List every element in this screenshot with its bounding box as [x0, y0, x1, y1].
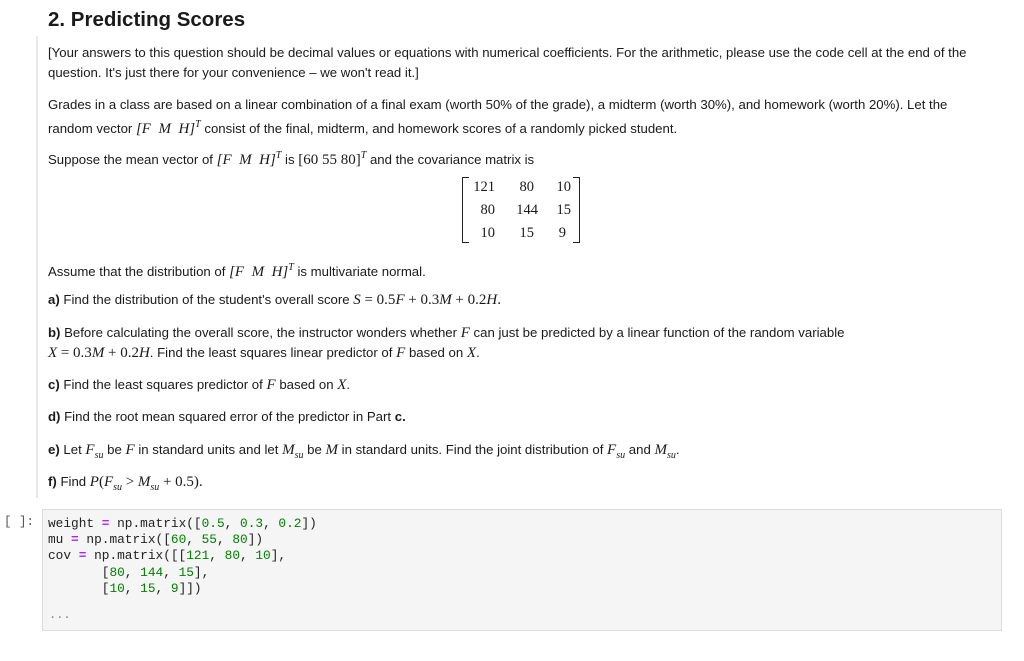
code-editor[interactable]: weight = np.matrix([0.5, 0.3, 0.2]) mu = np.matrix([60, 55, 80]) cov = np.matrix([[121, 80, 10], [80, 144, 15], [10, 15, 9]]) [48, 516, 317, 596]
output-ellipsis[interactable]: ... [49, 608, 71, 622]
covariance-matrix [462, 177, 580, 244]
matrix-cell: 144 [516, 202, 538, 218]
question-f: f) Find $P(F_{su} > M_{su} + 0.5)$. [48, 474, 203, 493]
matrix-cell: 9 [558, 225, 566, 241]
question-a: a) Find the distribution of the student's overall score S = 0.5F + 0.3M + 0.2H. [48, 292, 501, 308]
section-title: 2. Predicting Scores [48, 8, 246, 31]
matrix-cell: 15 [556, 202, 571, 218]
assume-paragraph: Assume that the distribution of [F M H]$^T$ is multivariate normal. [48, 262, 426, 280]
question-b: b) Before calculating the overall score, the instructor wonders whether F can just be predicted by a linear function of the random variable X = 0.3M + 0.2H. Find the least squares linear predictor of F based on X. [48, 325, 845, 361]
code-cell[interactable] [42, 509, 1002, 631]
intro-paragraph: [Your answers to this question should be decimal values or equations with numerical coefficients. For the arithmetic, please use the code cell at the end of the question. It's just there for your convenience – we won't read it.] [48, 45, 967, 80]
matrix-cell: 80 [480, 202, 495, 218]
matrix-right-bracket [573, 177, 580, 243]
matrix-cell: 80 [519, 179, 534, 195]
matrix-cell: 10 [480, 225, 495, 241]
question-d: d) Find the root mean squared error of the predictor in Part c. [48, 409, 406, 424]
grades-paragraph: Grades in a class are based on a linear combination of a final exam (worth 50% of the grade), a midterm (worth 30%), and homework (worth 20%). Let the random vector [F M H]$^T$ consist of the final, midterm, and homework scores of a randomly picked student. [48, 97, 948, 137]
mean-paragraph: Suppose the mean vector of [F M H]$^T$ is [60 55 80]$^T$ and the covariance matrix is [48, 150, 535, 168]
matrix-cell: 121 [473, 179, 495, 195]
question-e: e) Let $F_{su}$ be F in standard units and let $M_{su}$ be M in standard units. Find the joint distribution of $F_{su}$ and $M_{su}$. [48, 442, 680, 461]
matrix-cell: 10 [556, 179, 571, 195]
question-c: c) Find the least squares predictor of F based on X. [48, 377, 351, 393]
cell-prompt: [ ]: [4, 515, 35, 529]
cell-left-rule [36, 36, 38, 498]
matrix-cell: 15 [519, 225, 534, 241]
